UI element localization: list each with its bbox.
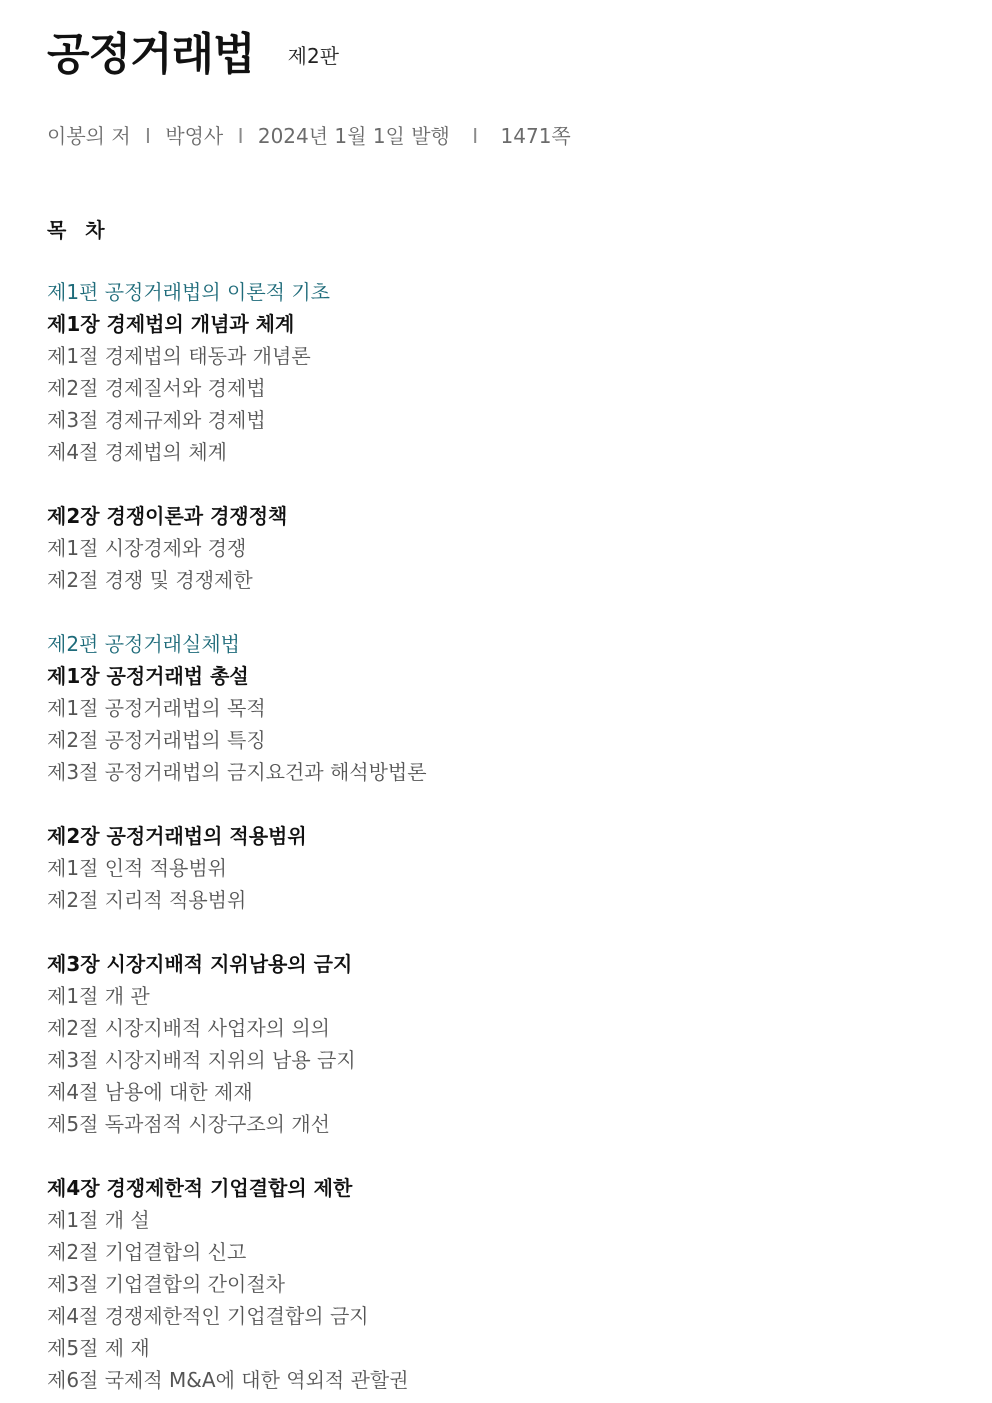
toc-section: 제1절 시장경제와 경쟁 [47,536,247,560]
author: 이봉의 저 [47,124,131,148]
toc-chapter: 제2장 공정거래법의 적용범위 [47,824,307,848]
toc-section: 제1절 공정거래법의 목적 [47,696,266,720]
toc-section: 제2절 시장지배적 사업자의 의의 [47,1016,330,1040]
toc-section: 제3절 경제규제와 경제법 [47,408,266,432]
toc-section: 제3절 공정거래법의 금지요건과 해석방법론 [47,760,427,784]
toc-section: 제4절 남용에 대한 제재 [47,1080,253,1104]
toc-section: 제4절 경제법의 체계 [47,440,227,464]
toc-chapter: 제4장 경쟁제한적 기업결합의 제한 [47,1176,353,1200]
toc-section: 제1절 경제법의 태동과 개념론 [47,344,311,368]
toc-section: 제1절 개 설 [47,1208,150,1232]
toc-section: 제5절 제 재 [47,1336,150,1360]
toc-section: 제5절 독과점적 시장구조의 개선 [47,1112,330,1136]
meta-separator: I [472,124,479,148]
title-row [47,18,339,82]
publication-date: 2024년 1월 1일 발행 [257,124,450,148]
toc-heading: 목 차 [47,218,111,242]
publisher: 박영사 [165,124,224,148]
toc-spacer [47,596,427,628]
toc-chapter: 제1장 경제법의 개념과 체계 [47,312,295,336]
page-count: 1471쪽 [500,124,571,148]
toc-section: 제1절 인적 적용범위 [47,856,227,880]
toc-spacer [47,1140,427,1172]
edition-label: 제2판 [287,44,339,68]
toc-part: 제2편 공정거래실체법 [47,632,240,656]
book-title: 공정거래법 [47,29,255,80]
toc-section: 제4절 경쟁제한적인 기업결합의 금지 [47,1304,369,1328]
toc-spacer [47,788,427,820]
publication-meta [47,120,571,149]
toc-section: 제2절 공정거래법의 특징 [47,728,266,752]
toc-chapter: 제1장 공정거래법 총설 [47,664,249,688]
toc-chapter: 제3장 시장지배적 지위남용의 금지 [47,952,353,976]
toc-chapter: 제2장 경쟁이론과 경쟁정책 [47,504,288,528]
toc-section: 제2절 경쟁 및 경쟁제한 [47,568,253,592]
toc-section: 제6절 국제적 M&A에 대한 역외적 관할권 [47,1368,409,1392]
toc-part: 제1편 공정거래법의 이론적 기초 [47,280,330,304]
toc-spacer [47,468,427,500]
meta-separator: I [145,124,151,148]
toc-section: 제2절 지리적 적용범위 [47,888,247,912]
toc-section: 제2절 기업결합의 신고 [47,1240,247,1264]
toc-section: 제3절 시장지배적 지위의 남용 금지 [47,1048,356,1072]
table-of-contents [47,276,427,1396]
toc-section: 제1절 개 관 [47,984,150,1008]
toc-spacer [47,916,427,948]
toc-section: 제2절 경제질서와 경제법 [47,376,266,400]
toc-section: 제3절 기업결합의 간이절차 [47,1272,285,1296]
meta-separator: I [237,124,244,148]
